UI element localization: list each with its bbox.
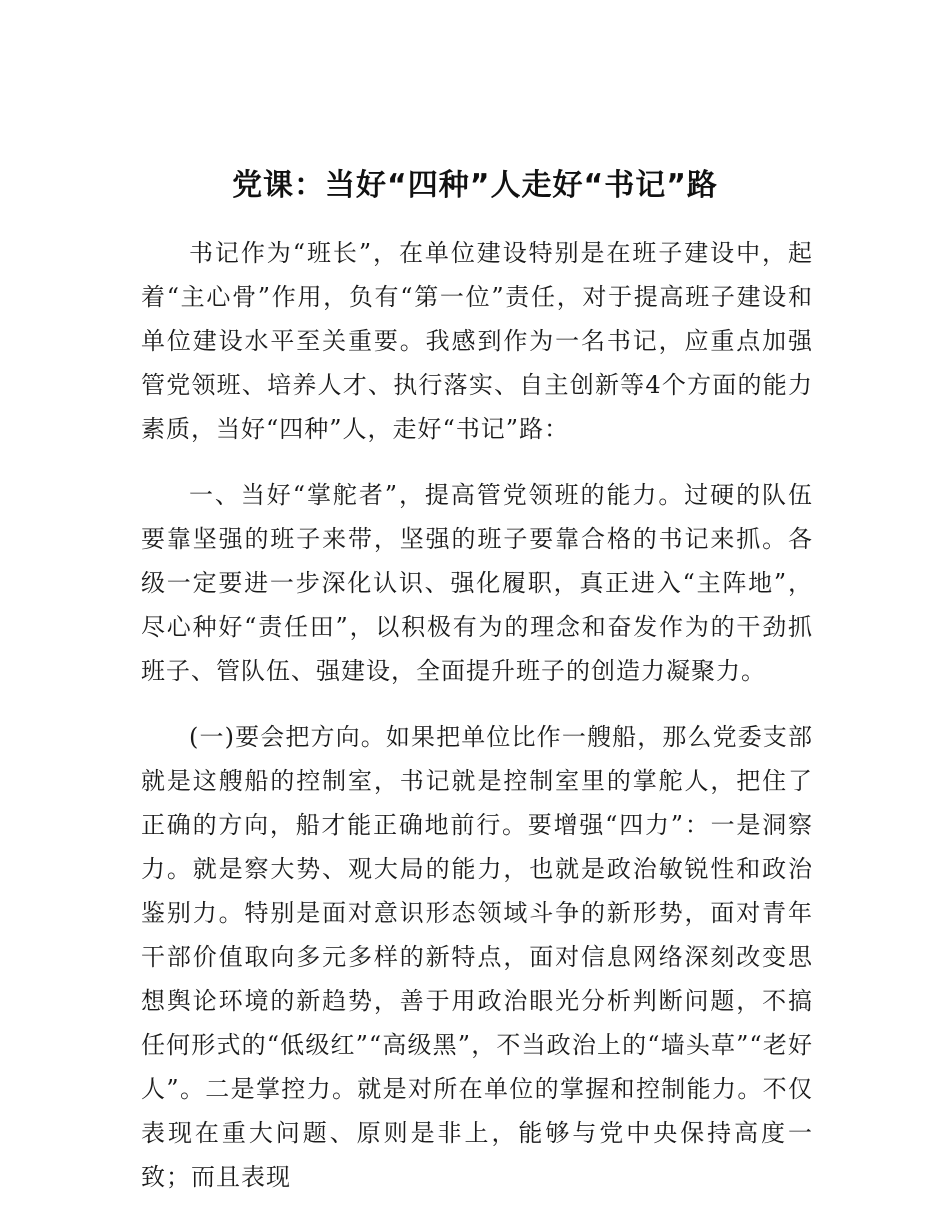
document-body: [141, 231, 813, 1221]
paragraph-subsection-one: (一)要会把方向。如果把单位比作一艘船，那么党委支部就是这艘船的控制室，书记就是控制室里的掌舵人，把住了正确的方向，船才能正确地前行。要增强“四力”：一是洞察力。就是察大势、观大局的能力，也就是政治敏锐性和政治鉴别力。特别是面对意识形态领域斗争的新形势，面对青年干部价值取向多元多样的新特点，面对信息网络深刻改变思想舆论环境的新趋势，善于用政治眼光分析判断问题，不搞任何形式的“低级红”“高级黑”，不当政治上的“墙头草”“老好人”。二是掌控力。就是对所在单位的掌握和控制能力。不仅表现在重大问题、原则是非上，能够与党中央保持高度一致；而且表现: [141, 723, 813, 1191]
document-title: 党课：当好“四种”人走好“书记”路: [232, 168, 718, 203]
paragraph-intro: 书记作为“班长”，在单位建设特别是在班子建设中，起着“主心骨”作用，负有“第一位”责任，对于提高班子建设和单位建设水平至关重要。我感到作为一名书记，应重点加强管党领班、培养人才、执行落实、自主创新等4个方面的能力素质，当好“四种”人，走好“书记”路：: [141, 239, 813, 443]
paragraph-section-one: 一、当好“掌舵者”，提高管党领班的能力。过硬的队伍要靠坚强的班子来带，坚强的班子要靠合格的书记来抓。各级一定要进一步深化认识、强化履职，真正进入“主阵地”，尽心种好“责任田”，以积极有为的理念和奋发作为的干劲抓班子、管队伍、强建设，全面提升班子的创造力凝聚力。: [141, 481, 813, 685]
